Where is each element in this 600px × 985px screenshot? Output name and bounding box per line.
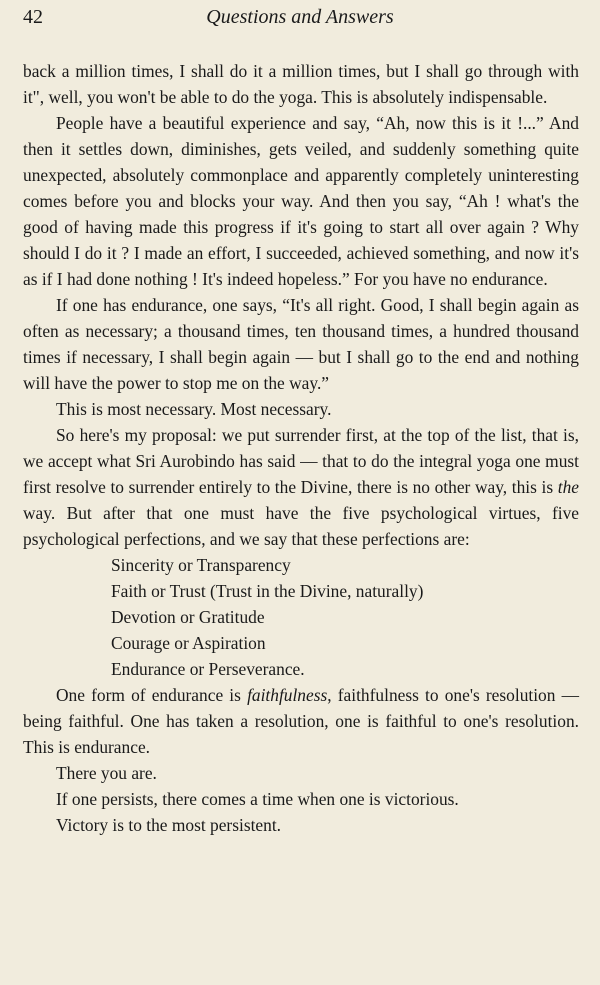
paragraph-5-emphasis: the xyxy=(557,477,579,497)
paragraph-3: If one has endurance, one says, “It's all right. Good, I shall begin again as often as necessary; a thousand times, ten thousand times, a hundred thousand times if necessary, I shall begin again — but I shall go to the end and nothing will have the power to stop me on the way.” xyxy=(23,295,579,393)
paragraph-6-text-b: , faithfulness to one's resolution — being faithful. One has taken a resolution, one is faithful to one's resolution. This is endurance. xyxy=(23,685,579,757)
paragraph-8: If one persists, there comes a time when one is victorious. xyxy=(56,789,459,809)
paragraph-5-text-a: So here's my proposal: we put surrender first, at the top of the list, that is, we accept what Sri Aurobindo has said — that to do the integral yoga one must first resolve to surrender entirely to the Divine, there is no other way, this is xyxy=(23,425,579,497)
running-title: Questions and Answers xyxy=(206,6,394,28)
paragraph-9: Victory is to the most persistent. xyxy=(56,815,282,835)
page-number: 42 xyxy=(23,6,43,28)
paragraph-1: back a million times, I shall do it a million times, but I shall go through with it", well, you won't be able to do the yoga. This is absolutely indispensable. xyxy=(23,61,579,107)
virtue-item: Endurance or Perseverance. xyxy=(111,659,305,679)
paragraph-7: There you are. xyxy=(56,763,157,783)
paragraph-5 xyxy=(23,422,579,552)
virtue-item: Courage or Aspiration xyxy=(111,633,266,653)
virtue-item: Devotion or Gratitude xyxy=(111,607,265,627)
paragraph-4: This is most necessary. Most necessary. xyxy=(56,399,332,419)
paragraph-2: People have a beautiful experience and say, “Ah, now this is it !...” And then it settles down, diminishes, gets veiled, and suddenly something quite unexpected, absolutely commonplace and apparently completely uninteresting comes before you and blocks your way. And then you say, “Ah ! what's the good of having made this progress if it's going to start all over again ? Why should I do it ? I made an effort, I succeeded, achieved something, and now it's as if I had done nothing ! It's indeed hopeless.” For you have no endurance. xyxy=(23,113,579,289)
virtue-item: Sincerity or Transparency xyxy=(111,555,291,575)
paragraph-6 xyxy=(23,682,579,760)
page-header xyxy=(0,6,600,34)
virtues-list xyxy=(23,552,579,682)
virtue-item: Faith or Trust (Trust in the Divine, naturally) xyxy=(111,581,424,601)
page-body xyxy=(23,58,579,838)
paragraph-5-text-b: way. But after that one must have the five psychological virtues, five psychological perfections, and we say that these perfections are: xyxy=(23,503,579,549)
paragraph-6-emphasis: faithfulness xyxy=(247,685,328,705)
paragraph-6-text-a: One form of endurance is xyxy=(56,685,248,705)
